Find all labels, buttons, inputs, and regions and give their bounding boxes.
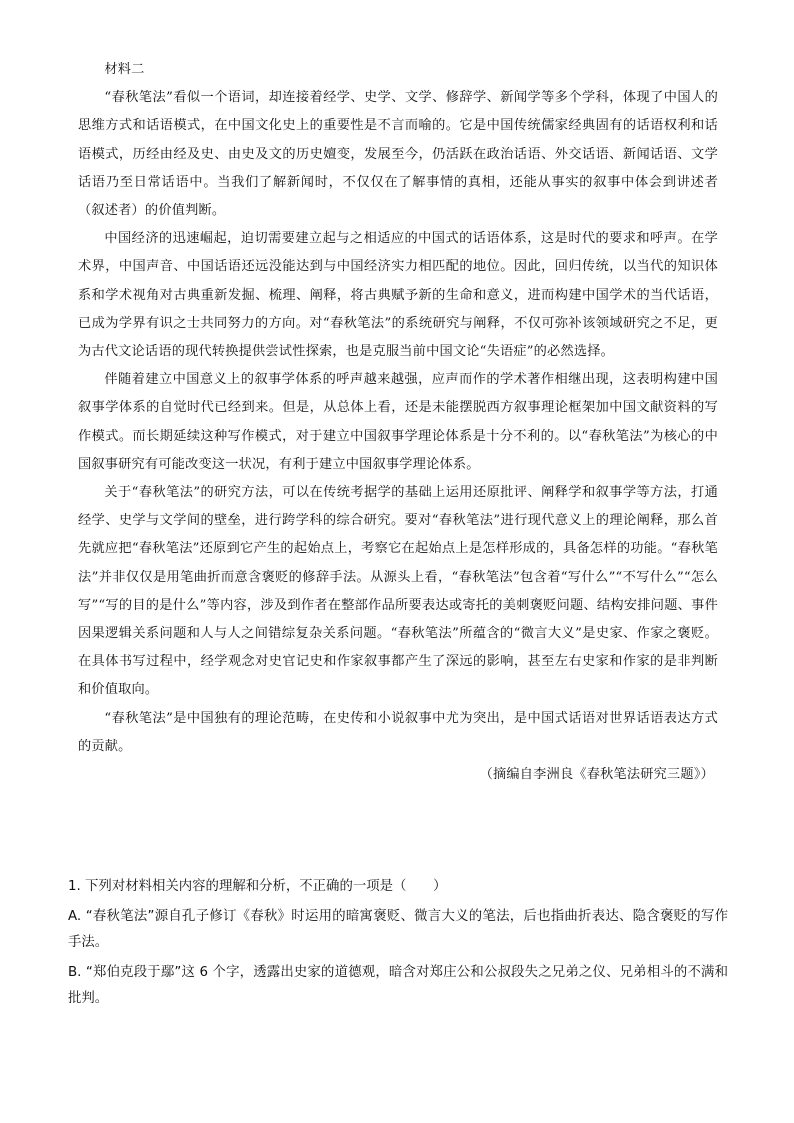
material-paragraph-4: 关于“春秋笔法”的研究方法，可以在传统考据学的基础上运用还原批评、阐释学和叙事学等方法，打通经学、史学与文学间的壁垒，进行跨学科的综合研究。要对“春秋笔法”进行现代意义上的理论阐释，那么首先就应把“春秋笔法”还原到它产生的起始点上，考察它在起始点上是怎样形成的，具备怎样的功能。“春秋笔法”并非仅仅是用笔曲折而意含褒贬的修辞手法。从源头上看，“春秋笔法”包含着“写什么”“不写什么”“怎么写”“写的目的是什么”等内容，涉及到作者在整部作品所要表达或寄托的美刺褒贬问题、结构安排问题、事件因果逻辑关系问题和人与人之间错综复杂关系问题。“春秋笔法”所蕴含的“微言大义”是史家、作家之褒贬。在具体书写过程中，经学观念对史官记史和作家叙事都产生了深远的影响，甚至左右史家和作家的是非判断和价值取向。 xyxy=(78,485,718,698)
source-citation: （摘编自李洲良《春秋笔法研究三题》） xyxy=(479,767,714,783)
option-b: B. “郑伯克段于鄢”这 6 个字，透露出史家的道德观，暗含对郑庄公和公叔段失之兄弟之仪、兄弟相斗的不满和批判。 xyxy=(68,964,728,1006)
question-stem: 1. 下列对材料相关内容的理解和分析，不正确的一项是（ ） xyxy=(68,879,447,894)
material-paragraph-2: 中国经济的迅速崛起，迫切需要建立起与之相适应的中国式的话语体系，这是时代的要求和呼声。在学术界，中国声音、中国话语还远没能达到与中国经济实力相匹配的地位。因此，回归传统，以当代的知识体系和学术视角对古典重新发掘、梳理、阐释，将古典赋予新的生命和意义，进而构建中国学术的当代话语，已成为学界有识之士共同努力的方向。对“春秋笔法”的系统研究与阐释，不仅可弥补该领域研究之不足，更为古代文论话语的现代转换提供尝试性探索，也是克服当前中国文论“失语症”的必然选择。 xyxy=(78,231,718,360)
reading-material xyxy=(78,56,718,789)
material-paragraph-5: “春秋笔法”是中国独有的理论范畴，在史传和小说叙事中尤为突出，是中国式话语对世界话语表达方式的贡献。 xyxy=(78,710,718,754)
material-paragraph-3: 伴随着建立中国意义上的叙事学体系的呼声越来越强，应声而作的学术著作相继出现，这表明构建中国叙事学体系的自觉时代已经到来。但是，从总体上看，还是未能摆脱西方叙事理论框架加中国文献资料的写作模式。而长期延续这种写作模式，对于建立中国叙事学理论体系是十分不利的。以“春秋笔法”为核心的中国叙事研究有可能改变这一状况，有利于建立中国叙事学理论体系。 xyxy=(78,372,718,472)
material-title: 材料二 xyxy=(104,62,145,77)
option-a: A. “春秋笔法”源自孔子修订《春秋》时运用的暗寓褒贬、微言大义的笔法，后也指曲折表达、隐含褒贬的写作手法。 xyxy=(68,908,728,950)
material-paragraph-1: “春秋笔法”看似一个语词，却连接着经学、史学、文学、修辞学、新闻学等多个学科，体现了中国人的思维方式和话语模式，在中国文化史上的重要性是不言而喻的。它是中国传统儒家经典固有的话语权利和话语模式，历经由经及史、由史及文的历史嬗变，发展至今，仍活跃在政治话语、外交话语、新闻话语、文学话语乃至日常话语中。当我们了解新闻时，不仅仅在了解事情的真相，还能从事实的叙事中体会到讲述者（叙述者）的价值判断。 xyxy=(78,90,718,219)
question-1 xyxy=(68,874,728,1013)
